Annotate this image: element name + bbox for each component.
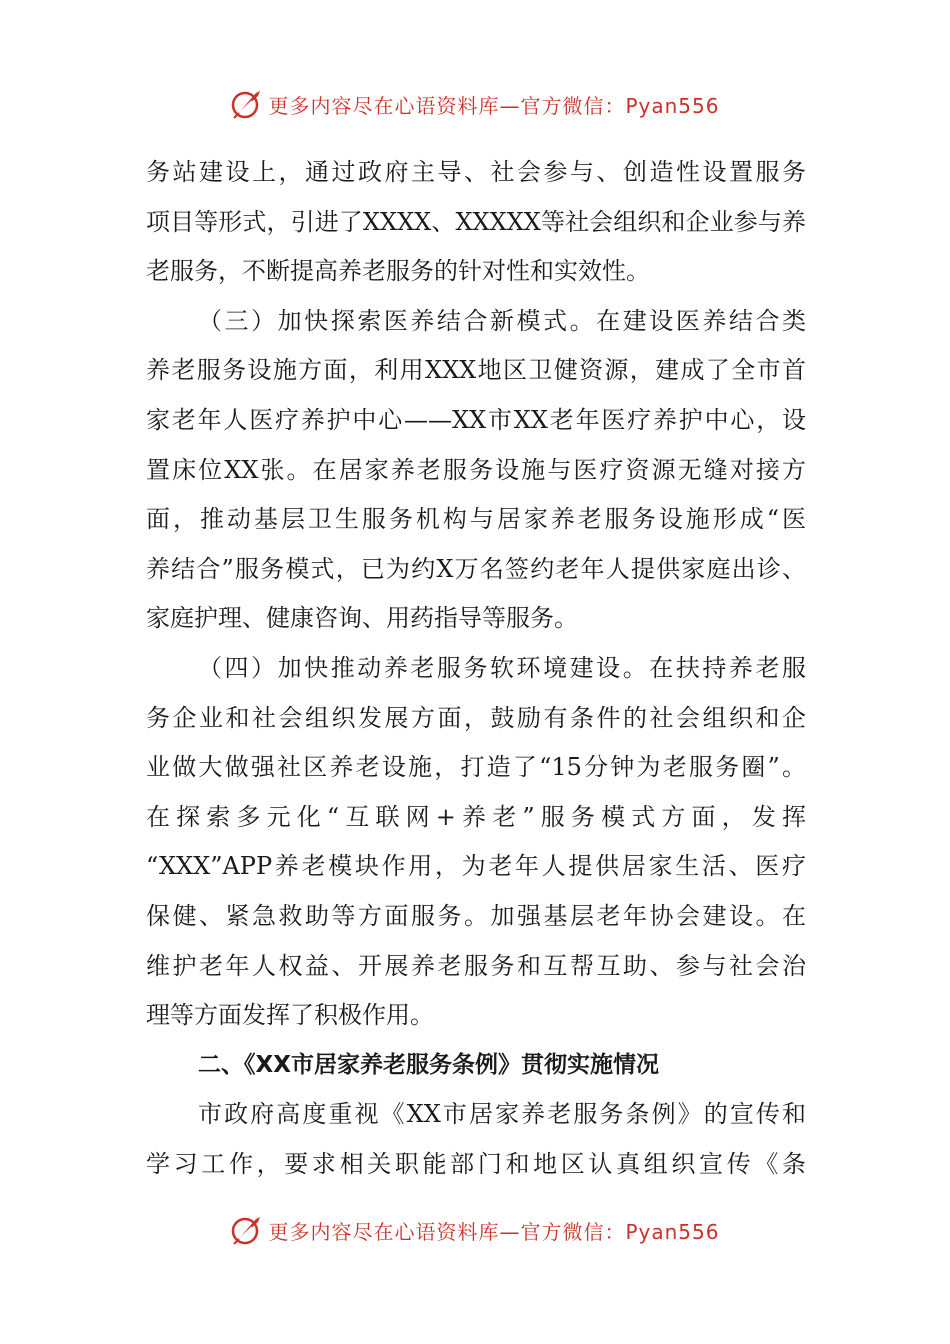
quill-logo-icon bbox=[230, 1213, 264, 1247]
paragraph-line: 置床位XX张。在居家养老服务设施与医疗资源无缝对接方 bbox=[146, 455, 806, 484]
paragraph-line: 理等方面发挥了积极作用。 bbox=[146, 1001, 434, 1030]
paragraph-line: 维护老年人权益、开展养老服务和互帮互助、参与社会治 bbox=[146, 951, 806, 980]
paragraph-line: 在探索多元化“互联网+养老”服务模式方面，发挥 bbox=[146, 802, 806, 831]
paragraph-line: 市政府高度重视《XX市居家养老服务条例》的宣传和 bbox=[198, 1100, 806, 1129]
paragraph-line: 养结合”服务模式，已为约X万名签约老年人提供家庭出诊、 bbox=[146, 554, 806, 583]
header-watermark bbox=[0, 84, 950, 124]
paragraph-line: 务企业和社会组织发展方面，鼓励有条件的社会组织和企 bbox=[146, 703, 806, 732]
paragraph-line: 学习工作，要求相关职能部门和地区认真组织宣传《条 bbox=[146, 1149, 806, 1178]
section-heading: 二、《XX市居家养老服务条例》贯彻实施情况 bbox=[198, 1051, 659, 1078]
paragraph-line: 项目等形式，引进了XXXX、XXXXX等社会组织和企业参与养 bbox=[146, 207, 806, 236]
watermark-text: 更多内容尽在心语资料库—官方微信：Pyan556 bbox=[268, 93, 720, 118]
quill-logo-icon bbox=[230, 87, 264, 121]
paragraph-line: （四）加快推动养老服务软环境建设。在扶持养老服 bbox=[198, 653, 806, 682]
paragraph-line: 保健、紧急救助等方面服务。加强基层老年协会建设。在 bbox=[146, 901, 806, 930]
paragraph-line: 老服务，不断提高养老服务的针对性和实效性。 bbox=[146, 257, 650, 286]
paragraph-line: 面，推动基层卫生服务机构与居家养老服务设施形成“医 bbox=[146, 505, 806, 534]
paragraph-line: 家老年人医疗养护中心——XX市XX老年医疗养护中心，设 bbox=[146, 405, 806, 434]
paragraph-line: 务站建设上，通过政府主导、社会参与、创造性设置服务 bbox=[146, 158, 806, 186]
footer-watermark bbox=[0, 1210, 950, 1250]
paragraph-line: “XXX”APP养老模块作用，为老年人提供居家生活、医疗 bbox=[146, 852, 806, 881]
document-body bbox=[146, 148, 806, 1189]
paragraph-line: 业做大做强社区养老设施，打造了“15分钟为老服务圈”。 bbox=[146, 753, 806, 782]
paragraph-line: 家庭护理、健康咨询、用药指导等服务。 bbox=[146, 604, 578, 633]
paragraph-line: （三）加快探索医养结合新模式。在建设医养结合类 bbox=[198, 306, 806, 335]
watermark-text: 更多内容尽在心语资料库—官方微信：Pyan556 bbox=[268, 1219, 720, 1244]
paragraph-line: 养老服务设施方面，利用XXX地区卫健资源，建成了全市首 bbox=[146, 356, 806, 385]
